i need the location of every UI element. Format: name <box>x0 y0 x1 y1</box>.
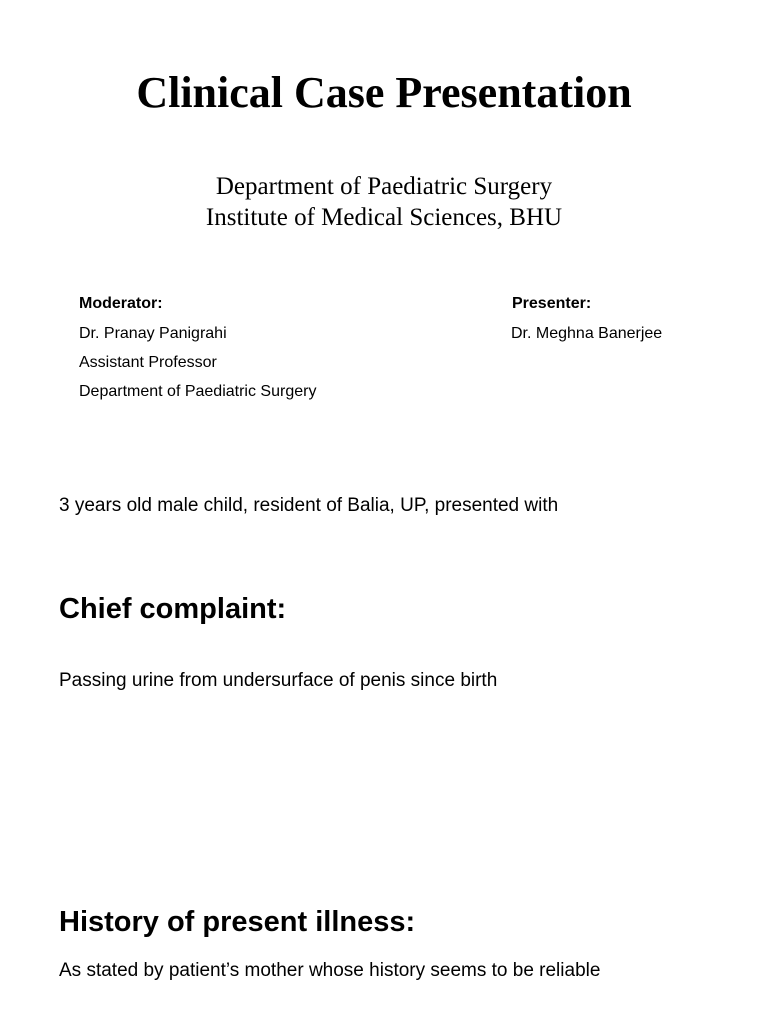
patient-intro: 3 years old male child, resident of Balia, UP, presented with <box>59 495 559 516</box>
moderator-designation: Assistant Professor <box>79 354 217 371</box>
page-title: Clinical Case Presentation <box>136 68 632 117</box>
moderator-label: Moderator: <box>79 295 163 312</box>
institute-name: Institute of Medical Sciences, BHU <box>205 204 563 231</box>
department-name: Department of Paediatric Surgery <box>215 173 553 200</box>
chief-complaint-text: Passing urine from undersurface of penis since birth <box>59 670 498 691</box>
chief-complaint-heading: Chief complaint: <box>59 593 287 625</box>
history-text: As stated by patient’s mother whose history seems to be reliable <box>59 960 601 981</box>
moderator-department: Department of Paediatric Surgery <box>79 383 317 400</box>
presenter-name: Dr. Meghna Banerjee <box>511 325 663 342</box>
moderator-name: Dr. Pranay Panigrahi <box>79 325 227 342</box>
presenter-label: Presenter: <box>512 295 592 312</box>
history-heading: History of present illness: <box>59 906 416 938</box>
